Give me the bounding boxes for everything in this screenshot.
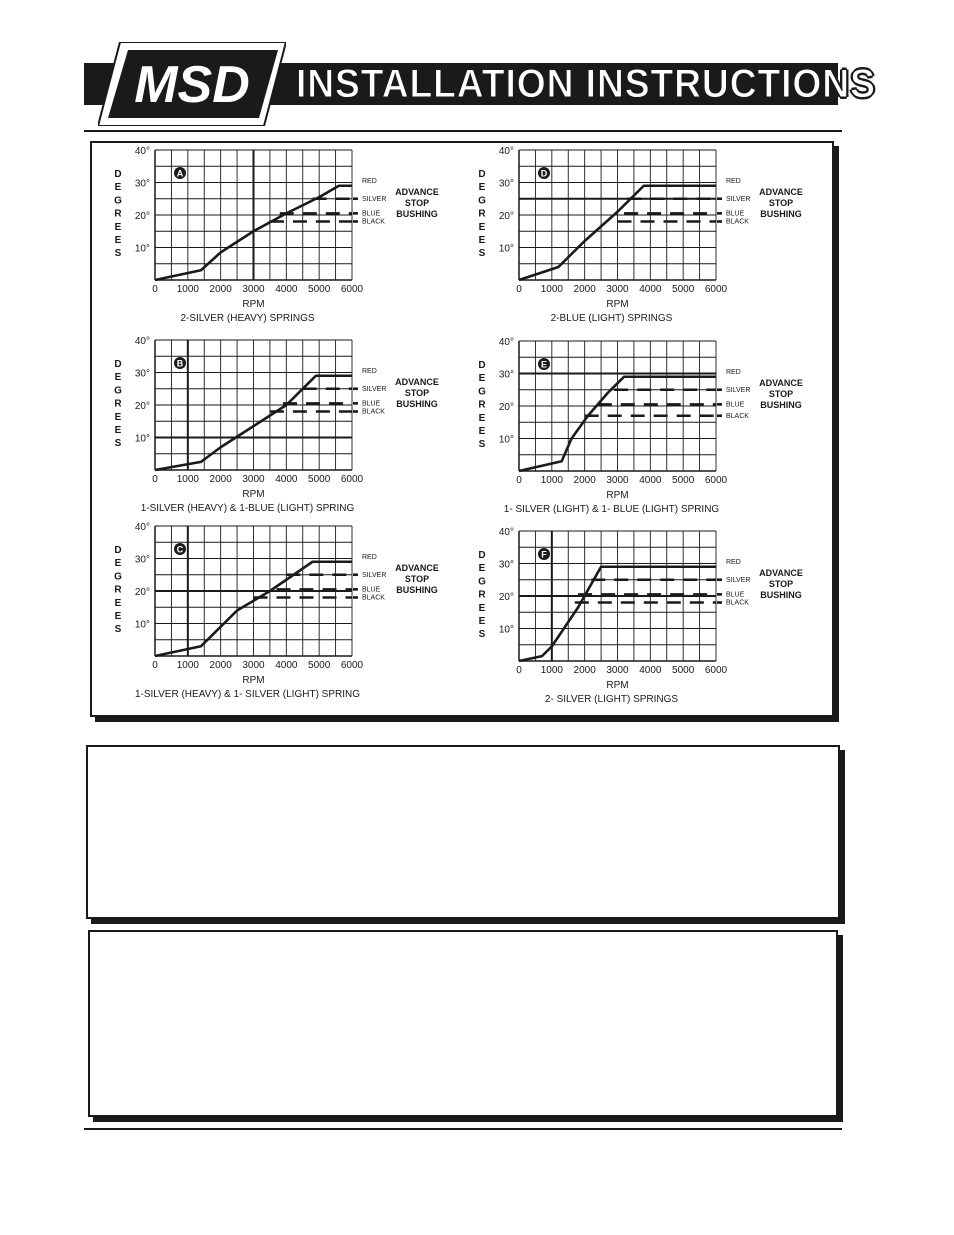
x-tick-label: 2000 [573,284,596,295]
y-axis-title-letter: G [114,571,122,583]
stop-label-black: BLACK [362,408,385,416]
y-tick-label: 20° [498,402,514,413]
y-axis-title-letter: E [114,411,122,423]
chart-caption: 2- SILVER (LIGHT) SPRINGS [544,694,679,705]
legend-title-line: STOP [404,388,430,398]
y-tick-label: 20° [498,592,514,603]
y-axis-title-letter: E [114,611,122,622]
stop-label-black: BLACK [726,599,749,607]
legend-title-line: STOP [768,579,794,589]
y-axis-title-letter: R [114,398,122,410]
x-tick-label: 1000 [540,665,563,676]
y-axis-title-letter: E [478,616,486,627]
stop-label-red: RED [362,367,377,375]
chart-caption: 1-SILVER (HEAVY) & 1-BLUE (LIGHT) SPRING [140,503,355,514]
chart-badge-letter: A [176,168,184,179]
y-tick-label: 10° [498,243,514,255]
stop-label-blue: BLUE [726,401,745,409]
legend-title-line: BUSHING [396,399,438,409]
x-tick-label: 5000 [308,474,331,485]
y-axis-title-letter: D [478,360,486,371]
y-axis-title-letter: E [114,597,122,609]
x-tick-label: 4000 [639,284,662,295]
x-tick-label: 5000 [672,665,695,676]
stop-label-silver: SILVER [726,576,751,584]
stop-label-black: BLACK [726,218,749,226]
x-axis-title: RPM [242,675,265,686]
y-tick-label: 30° [134,368,150,380]
chart-badge-letter: F [541,549,547,560]
chart-d [478,146,803,324]
x-axis-title: RPM [242,489,265,500]
y-axis-title-letter: E [478,221,486,233]
legend-title-line: STOP [768,389,794,399]
y-axis-title-letter: E [114,372,122,384]
footer-rule [84,1128,842,1130]
logo-text: MSD [134,56,250,114]
stop-label-red: RED [726,368,741,376]
y-tick-label: 30° [498,559,514,571]
chart-caption: 2-BLUE (LIGHT) SPRINGS [550,313,673,324]
chart-badge-letter: D [540,168,548,179]
legend-title-line: ADVANCE [759,568,803,578]
y-tick-label: 40° [134,336,150,347]
x-axis-title: RPM [242,299,265,310]
legend-title-line: ADVANCE [395,377,439,387]
y-tick-label: 40° [498,527,514,538]
chart-badge-letter: E [540,359,548,370]
y-axis-title-letter: G [114,385,122,397]
x-tick-label: 3000 [242,660,265,671]
y-tick-label: 30° [134,554,150,566]
y-axis-title-letter: D [114,545,122,556]
stop-label-silver: SILVER [362,385,387,393]
legend-title-line: BUSHING [396,585,438,595]
y-tick-label: 20° [134,401,150,412]
x-tick-label: 0 [152,660,158,671]
y-tick-label: 40° [134,522,150,533]
y-tick-label: 20° [498,211,514,222]
x-tick-label: 1000 [540,284,563,295]
stop-label-blue: BLUE [726,210,745,218]
x-tick-label: 0 [152,284,158,295]
x-tick-label: 6000 [340,474,364,485]
y-axis-title-letter: S [478,439,486,451]
legend-title-line: STOP [404,198,430,208]
y-axis-title-letter: E [478,412,486,424]
x-tick-label: 4000 [275,660,298,671]
chart-badge-letter: C [176,544,184,555]
x-tick-label: 3000 [606,284,629,295]
x-tick-label: 6000 [704,475,728,486]
stop-label-blue: BLUE [362,586,381,594]
y-tick-label: 10° [134,433,150,445]
y-axis-title-letter: G [114,195,122,207]
y-tick-label: 20° [134,211,150,222]
legend-title-line: ADVANCE [395,187,439,197]
legend-title-line: STOP [768,198,794,208]
y-axis-title-letter: E [114,558,122,570]
chart-caption: 2-SILVER (HEAVY) SPRINGS [180,313,315,324]
y-tick-label: 10° [498,434,514,446]
y-axis-title-letter: R [478,589,486,601]
y-tick-label: 30° [498,178,514,190]
chart-a [114,146,439,324]
x-tick-label: 5000 [308,660,331,671]
stop-label-red: RED [726,558,741,566]
x-tick-label: 5000 [308,284,331,295]
chart-e [478,337,803,515]
stop-label-blue: BLUE [362,210,381,218]
y-axis-title-letter: D [478,169,486,180]
info-box-1 [86,745,840,919]
stop-label-blue: BLUE [362,400,381,408]
x-tick-label: 4000 [275,474,298,485]
chart-c [114,522,439,700]
y-axis-title-letter: R [114,208,122,220]
stop-label-silver: SILVER [362,571,387,579]
stop-label-black: BLACK [362,218,385,226]
y-axis-title-letter: E [114,235,122,246]
x-axis-title: RPM [606,680,629,691]
x-tick-label: 3000 [242,284,265,295]
y-tick-label: 40° [498,337,514,348]
stop-label-red: RED [362,177,377,185]
chart-b [114,336,439,514]
y-axis-title-letter: S [114,248,122,260]
legend-title-line: BUSHING [760,400,802,410]
legend-title-line: ADVANCE [759,187,803,197]
chart-caption: 1-SILVER (HEAVY) & 1- SILVER (LIGHT) SPRING [134,689,361,700]
x-tick-label: 2000 [209,284,232,295]
x-tick-label: 0 [516,665,522,676]
page-title: INSTALLATION INSTRUCTIONS [296,62,876,106]
y-axis-title-letter: R [114,584,122,596]
y-axis-title-letter: E [478,602,486,614]
y-tick-label: 20° [134,587,150,598]
x-tick-label: 6000 [704,665,728,676]
x-tick-label: 6000 [340,660,364,671]
stop-label-red: RED [726,177,741,185]
y-tick-label: 30° [498,369,514,381]
legend-title-line: BUSHING [396,209,438,219]
x-tick-label: 4000 [275,284,298,295]
legend-title-line: BUSHING [760,590,802,600]
y-axis-title-letter: E [114,425,122,436]
x-tick-label: 1000 [176,474,199,485]
stop-label-silver: SILVER [362,195,387,203]
x-tick-label: 6000 [340,284,364,295]
x-tick-label: 3000 [606,475,629,486]
x-axis-title: RPM [606,490,629,501]
x-tick-label: 5000 [672,475,695,486]
y-axis-title-letter: D [478,550,486,561]
x-tick-label: 0 [516,284,522,295]
x-tick-label: 2000 [573,665,596,676]
x-tick-label: 1000 [540,475,563,486]
x-tick-label: 5000 [672,284,695,295]
y-axis-title-letter: S [478,248,486,260]
x-tick-label: 0 [152,474,158,485]
y-tick-label: 40° [498,146,514,157]
y-axis-title-letter: G [478,386,486,398]
y-axis-title-letter: D [114,359,122,370]
y-axis-title-letter: S [114,438,122,450]
info-box-2 [88,930,838,1117]
legend-title-line: ADVANCE [395,563,439,573]
x-tick-label: 4000 [639,475,662,486]
stop-label-silver: SILVER [726,386,751,394]
x-tick-label: 3000 [606,665,629,676]
x-tick-label: 6000 [704,284,728,295]
x-axis-title: RPM [606,299,629,310]
x-tick-label: 1000 [176,284,199,295]
x-tick-label: 4000 [639,665,662,676]
y-axis-title-letter: R [478,399,486,411]
stop-label-black: BLACK [362,594,385,602]
y-axis-title-letter: E [114,221,122,233]
y-tick-label: 30° [134,178,150,190]
x-tick-label: 2000 [209,474,232,485]
y-axis-title-letter: S [478,629,486,641]
chart-f [478,527,803,705]
legend-title-line: STOP [404,574,430,584]
y-axis-title-letter: E [478,235,486,246]
stop-label-blue: BLUE [726,591,745,599]
y-tick-label: 10° [134,243,150,255]
y-axis-title-letter: G [478,576,486,588]
legend-title-line: ADVANCE [759,378,803,388]
y-axis-title-letter: S [114,624,122,636]
y-axis-title-letter: G [478,195,486,207]
x-tick-label: 0 [516,475,522,486]
x-tick-label: 2000 [209,660,232,671]
y-axis-title-letter: E [114,182,122,194]
y-tick-label: 10° [498,624,514,636]
y-axis-title-letter: R [478,208,486,220]
chart-badge-letter: B [176,358,184,369]
y-axis-title-letter: E [478,373,486,385]
legend-title-line: BUSHING [760,209,802,219]
stop-label-black: BLACK [726,412,749,420]
stop-label-silver: SILVER [726,195,751,203]
chart-caption: 1- SILVER (LIGHT) & 1- BLUE (LIGHT) SPRING [503,504,720,515]
y-axis-title-letter: E [478,563,486,575]
y-axis-title-letter: E [478,426,486,437]
y-axis-title-letter: E [478,182,486,194]
y-tick-label: 40° [134,146,150,157]
x-tick-label: 1000 [176,660,199,671]
y-axis-title-letter: D [114,169,122,180]
stop-label-red: RED [362,553,377,561]
x-tick-label: 3000 [242,474,265,485]
x-tick-label: 2000 [573,475,596,486]
y-tick-label: 10° [134,619,150,631]
